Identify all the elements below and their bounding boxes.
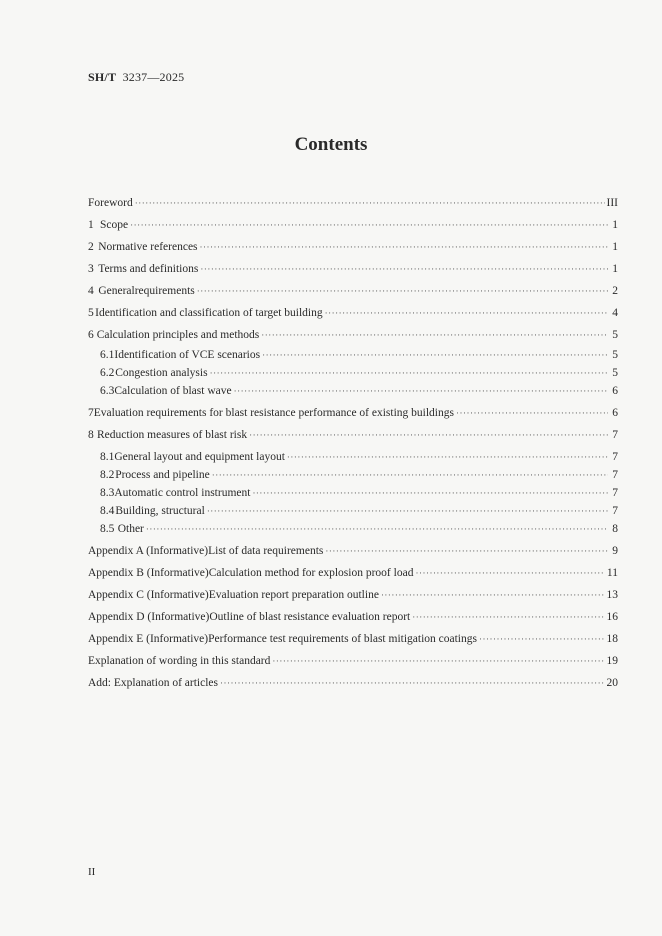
toc-dot-leader <box>381 588 605 602</box>
toc-entry-title: Calculation method for explosion proof load <box>208 567 414 579</box>
toc-entry-title: Explanation of wording in this standard <box>88 655 271 667</box>
toc-entry-title: Other <box>117 523 144 535</box>
toc-entry-title: Identification and classification of target building <box>95 307 323 319</box>
toc-dot-leader <box>415 566 604 580</box>
toc-dot-leader <box>200 262 608 276</box>
toc-entry-number: 6.3 <box>100 385 115 397</box>
toc-page-number: 8 <box>612 523 618 535</box>
toc-page-number: 6 <box>612 385 618 397</box>
toc-entry[interactable] <box>88 544 618 558</box>
toc-dot-leader <box>325 306 608 320</box>
toc-entry-number: 7 <box>88 407 94 419</box>
toc-page-number: 1 <box>612 263 618 275</box>
toc-dot-leader <box>262 348 608 362</box>
toc-dot-leader <box>456 406 608 420</box>
toc-dot-leader <box>207 504 608 518</box>
toc-entry-title: Building, structural <box>115 505 205 517</box>
toc-page-number: III <box>606 197 618 209</box>
toc-entry-title: List of data requirements <box>208 545 324 557</box>
toc-entry-number: 8.3 <box>100 487 115 499</box>
toc-page-number: 2 <box>612 285 618 297</box>
toc-entry-title: Performance test requirements of blast mitigation coatings <box>208 633 477 645</box>
toc-entry-number: 6.2 <box>100 367 115 379</box>
toc-entry-title: Reduction measures of blast risk <box>97 429 248 441</box>
toc-entry[interactable] <box>88 284 618 298</box>
toc-page-number: 5 <box>612 349 618 361</box>
toc-page-number: 18 <box>606 633 618 645</box>
toc-dot-leader <box>261 328 608 342</box>
toc-entry-number: 8.4 <box>100 505 115 517</box>
toc-entry-number: 6.1 <box>100 349 115 361</box>
toc-entry[interactable] <box>88 262 618 276</box>
toc-page-number: 20 <box>606 677 618 689</box>
toc-entry-title: Evaluation report preparation outline <box>208 589 379 601</box>
toc-entry-title: Add: Explanation of articles <box>88 677 218 689</box>
toc-dot-leader <box>212 468 608 482</box>
toc-dot-leader <box>197 284 608 298</box>
toc-dot-leader <box>287 450 608 464</box>
toc-dot-leader <box>479 632 605 646</box>
toc-page-number: 4 <box>612 307 618 319</box>
toc-entry[interactable] <box>88 218 618 232</box>
toc-entry[interactable] <box>100 366 618 380</box>
toc-entry-title: Automatic control instrument <box>114 487 251 499</box>
toc-entry[interactable] <box>88 196 618 210</box>
toc-page-number: 16 <box>606 611 618 623</box>
toc-dot-leader <box>252 486 608 500</box>
toc-entry-number: 8 <box>88 429 94 441</box>
toc-page-number: 13 <box>606 589 618 601</box>
toc-page-number: 19 <box>606 655 618 667</box>
standard-code <box>88 70 184 85</box>
toc-entry-title: Foreword <box>88 197 133 209</box>
toc-entry[interactable] <box>88 654 618 668</box>
toc-page-number: 5 <box>612 367 618 379</box>
toc-dot-leader <box>210 366 608 380</box>
toc-entry[interactable] <box>100 486 618 500</box>
toc-dot-leader <box>234 384 608 398</box>
toc-entry-number: 5 <box>88 307 94 319</box>
toc-entry-title: Identification of VCE scenarios <box>114 349 261 361</box>
toc-page-number: 7 <box>612 451 618 463</box>
toc-entry[interactable] <box>88 328 618 342</box>
toc-entry[interactable] <box>88 428 618 442</box>
toc-entry[interactable] <box>88 676 618 690</box>
toc-entry[interactable] <box>88 406 618 420</box>
toc-page-number: 7 <box>612 487 618 499</box>
toc-appendix-label: Appendix C (Informative) <box>88 589 209 601</box>
toc-entry[interactable] <box>88 588 618 602</box>
toc-dot-leader <box>135 196 605 210</box>
page-title: Contents <box>294 134 368 155</box>
toc-page-number: 5 <box>612 329 618 341</box>
toc-entry[interactable] <box>100 348 618 362</box>
toc-page-number: 6 <box>612 407 618 419</box>
toc-page-number: 7 <box>612 429 618 441</box>
toc-entry-number: 2 <box>88 241 94 253</box>
toc-page-number: 1 <box>612 219 618 231</box>
toc-page-number: 9 <box>612 545 618 557</box>
toc-dot-leader <box>272 654 604 668</box>
toc-entry[interactable] <box>100 450 618 464</box>
toc-entry-title: Outline of blast resistance evaluation report <box>209 611 411 623</box>
toc-entry-title: Generalrequirements <box>98 285 195 297</box>
toc-entry-number: 1 <box>88 219 94 231</box>
toc-entry-number: 6 <box>88 329 94 341</box>
toc-entry-title: Process and pipeline <box>115 469 210 481</box>
toc-appendix-label: Appendix A (Informative) <box>88 545 209 557</box>
toc-entry[interactable] <box>100 468 618 482</box>
toc-entry-title: Scope <box>99 219 129 231</box>
toc-dot-leader <box>249 428 608 442</box>
toc-entry[interactable] <box>100 384 618 398</box>
toc-entry[interactable] <box>100 522 618 536</box>
toc-entry-number: 3 <box>88 263 94 275</box>
toc-entry-title: Congestion analysis <box>115 367 208 379</box>
toc-entry-title: Terms and definitions <box>98 263 199 275</box>
toc-appendix-label: Appendix B (Informative) <box>88 567 209 579</box>
toc-entry[interactable] <box>88 306 618 320</box>
toc-dot-leader <box>412 610 604 624</box>
toc-dot-leader <box>325 544 608 558</box>
toc-entry-title: Evaluation requirements for blast resistance performance of existing buildings <box>93 407 454 419</box>
toc-entry-title: Normative references <box>98 241 198 253</box>
toc-entry-title: Calculation principles and methods <box>96 329 260 341</box>
toc-page-number: 11 <box>606 567 618 579</box>
toc-entry[interactable] <box>88 240 618 254</box>
toc-entry[interactable] <box>88 610 618 624</box>
toc-dot-leader <box>220 676 605 690</box>
toc-dot-leader <box>200 240 608 254</box>
toc-entry-number: 8.1 <box>100 451 115 463</box>
toc-entry[interactable] <box>88 566 618 580</box>
standard-number: 3237—2025 <box>122 70 185 84</box>
toc-entry[interactable] <box>100 504 618 518</box>
toc-page-number: 1 <box>612 241 618 253</box>
toc-entry-title: General layout and equipment layout <box>114 451 285 463</box>
footer-page-number: II <box>88 866 96 878</box>
toc-page-number: 7 <box>612 505 618 517</box>
toc-entry-number: 4 <box>88 285 94 297</box>
toc-entry-title: Calculation of blast wave <box>114 385 232 397</box>
toc-appendix-label: Appendix D (Informative) <box>88 611 210 623</box>
toc-entry[interactable] <box>88 632 618 646</box>
toc-dot-leader <box>130 218 608 232</box>
toc-entry-number: 8.2 <box>100 469 115 481</box>
toc-page-number: 7 <box>612 469 618 481</box>
toc-appendix-label: Appendix E (Informative) <box>88 633 209 645</box>
standard-prefix: SH/T <box>88 70 117 84</box>
toc-entry-number: 8.5 <box>100 523 115 535</box>
toc-dot-leader <box>146 522 608 536</box>
